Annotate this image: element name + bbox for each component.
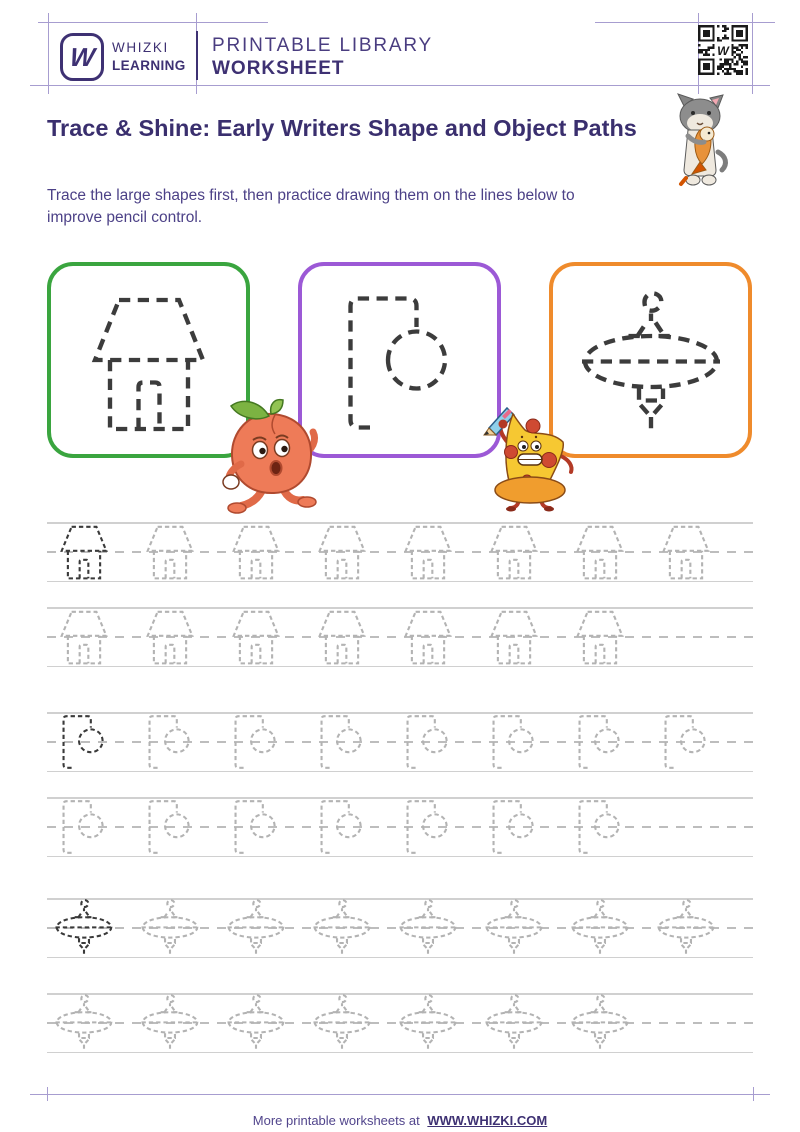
footer	[0, 1113, 800, 1128]
trace-shape-house	[655, 522, 717, 582]
trace-shape-rect-circle	[325, 288, 475, 438]
trace-shape-spinning-top	[569, 898, 631, 958]
trace-shape-spinning-top	[311, 993, 373, 1053]
trace-shapes	[53, 898, 717, 958]
trace-shape-house	[397, 522, 459, 582]
trace-shape-house	[483, 522, 545, 582]
qr-code-icon	[698, 25, 748, 75]
trace-shape-spinning-top	[397, 993, 459, 1053]
crop-mark	[30, 85, 770, 86]
footer-text: More printable worksheets at	[252, 1113, 420, 1128]
trace-shape-rect-circle	[569, 712, 631, 772]
trace-shape-spinning-top	[483, 898, 545, 958]
trace-shape-rect-circle	[225, 797, 287, 857]
trace-shape-house	[225, 522, 287, 582]
trace-shape-rect-circle	[139, 797, 201, 857]
trace-shape-house	[139, 522, 201, 582]
header-divider	[196, 31, 198, 80]
trace-shape-rect-circle	[53, 712, 115, 772]
svg-text:W: W	[717, 44, 729, 58]
footer-rule	[30, 1094, 770, 1095]
page-title: Trace & Shine: Early Writers Shape and Object Paths	[47, 114, 637, 141]
brand-text	[112, 40, 186, 73]
trace-shape-spinning-top	[397, 898, 459, 958]
footer-link[interactable]: WWW.WHIZKI.COM	[427, 1113, 548, 1128]
practice-row-house	[47, 607, 753, 667]
trace-shape-spinning-top	[53, 993, 115, 1053]
pizza-mascot	[481, 400, 579, 512]
header-doc-type: WORKSHEET	[212, 58, 345, 79]
trace-shape-house	[397, 607, 459, 667]
crop-mark	[38, 22, 268, 23]
trace-shape-rect-circle	[139, 712, 201, 772]
practice-row-house	[47, 522, 753, 582]
trace-shapes	[53, 797, 631, 857]
crop-mark	[595, 22, 775, 23]
header-kicker: PRINTABLE LIBRARY	[212, 35, 434, 56]
trace-shape-house	[53, 607, 115, 667]
trace-shapes	[53, 993, 631, 1053]
trace-shape-rect-circle	[311, 797, 373, 857]
trace-shape-house	[483, 607, 545, 667]
trace-shape-rect-circle	[225, 712, 287, 772]
trace-shape-spinning-top	[53, 898, 115, 958]
logo-letter: W	[68, 41, 96, 72]
trace-shape-house	[569, 607, 631, 667]
crop-mark	[48, 13, 49, 94]
trace-shape-house	[311, 607, 373, 667]
trace-shape-house	[225, 607, 287, 667]
trace-shape-rect-circle	[483, 797, 545, 857]
trace-shape-spinning-top	[483, 993, 545, 1053]
trace-shapes	[53, 712, 717, 772]
trace-shape-rect-circle	[53, 797, 115, 857]
peach-mascot	[219, 396, 327, 514]
practice-row-spinning-top	[47, 993, 753, 1053]
trace-box-rect-circle	[298, 262, 501, 458]
trace-shape-rect-circle	[655, 712, 717, 772]
trace-shape-house	[569, 522, 631, 582]
trace-shape-rect-circle	[483, 712, 545, 772]
instructions-text: Trace the large shapes first, then practice drawing them on the lines below to improve pencil control.	[47, 186, 575, 226]
practice-row-spinning-top	[47, 898, 753, 958]
trace-shape-house	[74, 288, 224, 438]
trace-box-spinning-top	[549, 262, 752, 458]
crop-mark	[752, 13, 753, 94]
trace-shape-house	[311, 522, 373, 582]
trace-shapes	[53, 607, 631, 667]
trace-shape-spinning-top	[139, 898, 201, 958]
trace-shape-spinning-top	[225, 993, 287, 1053]
brand-sub: LEARNING	[112, 58, 186, 73]
practice-row-rect-circle	[47, 797, 753, 857]
trace-shape-rect-circle	[397, 712, 459, 772]
cat-with-fish-mascot	[666, 92, 736, 187]
practice-row-rect-circle	[47, 712, 753, 772]
leaf	[271, 400, 283, 414]
trace-shape-house	[139, 607, 201, 667]
brand-logo	[60, 33, 104, 81]
trace-shape-spinning-top	[139, 993, 201, 1053]
crop-mark	[47, 1087, 48, 1101]
brand-name: WHIZKI	[112, 40, 169, 55]
trace-shape-rect-circle	[397, 797, 459, 857]
trace-shapes	[53, 522, 717, 582]
leaf	[231, 401, 269, 418]
trace-shape-spinning-top	[569, 993, 631, 1053]
crop-mark	[753, 1087, 754, 1101]
trace-shape-spinning-top	[311, 898, 373, 958]
trace-shape-house	[53, 522, 115, 582]
trace-shape-rect-circle	[311, 712, 373, 772]
trace-shape-spinning-top	[655, 898, 717, 958]
trace-shape-rect-circle	[569, 797, 631, 857]
trace-shape-spinning-top	[576, 288, 726, 438]
trace-shape-spinning-top	[225, 898, 287, 958]
